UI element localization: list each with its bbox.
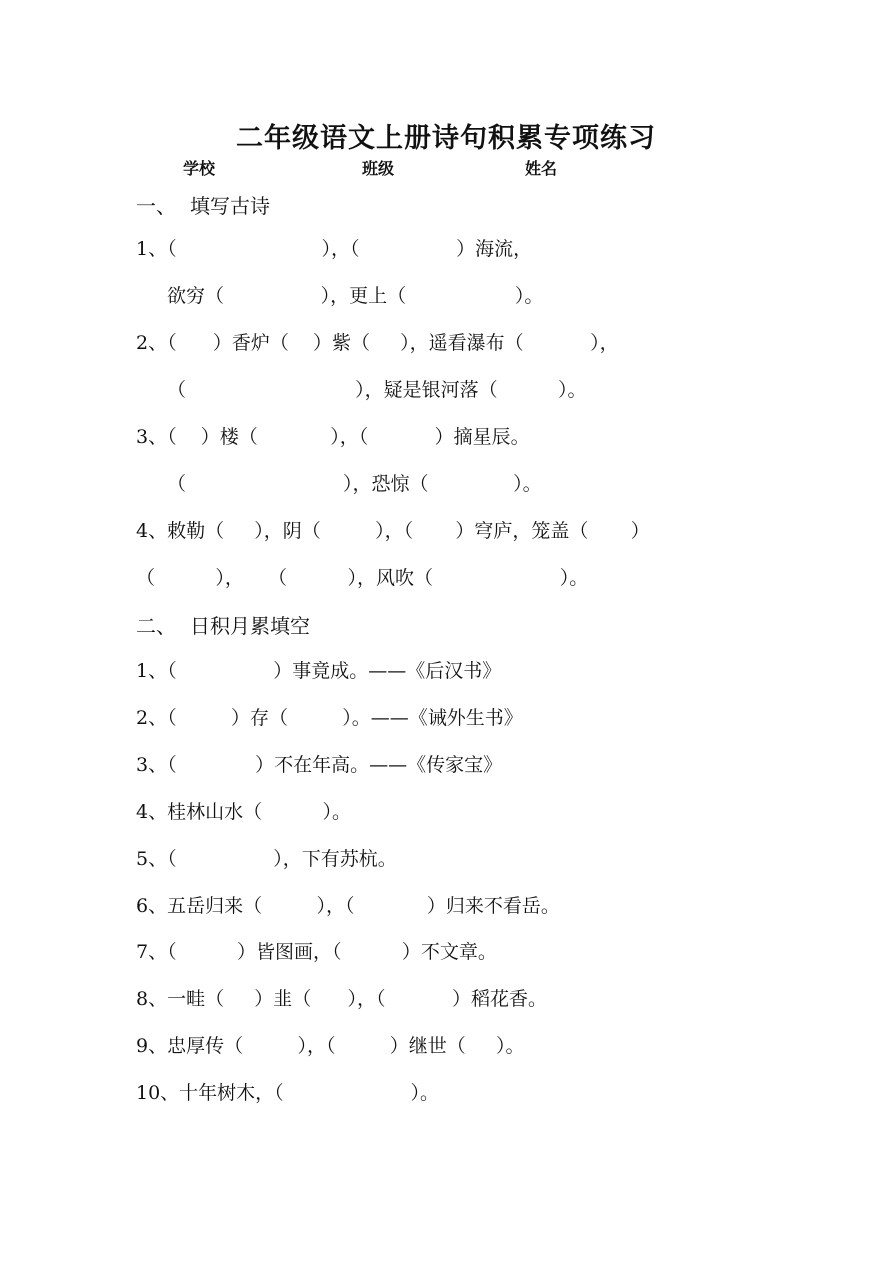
section-label: 填写古诗	[190, 194, 270, 218]
poem-line-2: 欲穷（ ），更上（ ）。	[167, 285, 544, 307]
section-heading-2	[136, 610, 310, 639]
fill-item-6: 6、五岳归来（ ），（ ）归来不看岳。	[136, 895, 560, 917]
section-label: 日积月累填空	[190, 614, 310, 638]
poem-line-1: 1、（ ），（ ）海流，	[136, 238, 533, 260]
fill-item-10: 10、十年树木，（ ）。	[136, 1082, 440, 1104]
poem-line-7: 4、敕勒（ ），阴（ ），（ ）穹庐，笼盖（ ）	[136, 520, 650, 542]
fill-item-7: 7、（ ）皆图画，（ ）不文章。	[136, 941, 497, 963]
name-label: 姓名	[525, 159, 558, 178]
class-label: 班级	[362, 159, 395, 178]
page-title: 二年级语文上册诗句积累专项练习	[236, 123, 656, 154]
fill-item-2: 2、（ ）存（ ）。——《诫外生书》	[136, 707, 523, 729]
fill-item-5: 5、（ ），下有苏杭。	[136, 848, 397, 870]
fill-item-3: 3、（ ）不在年高。——《传家宝》	[136, 754, 503, 776]
section-heading-1	[136, 190, 270, 219]
fill-item-4: 4、桂林山水（ ）。	[136, 801, 351, 823]
poem-line-4: （ ），疑是银河落（ ）。	[167, 379, 587, 401]
poem-line-5: 3、（ ）楼（ ），（ ）摘星辰。	[136, 426, 530, 448]
poem-line-8: （ ）， （ ），风吹（ ）。	[136, 567, 589, 589]
fill-item-8: 8、一畦（ ）韭（ ），（ ）稻花香。	[136, 988, 547, 1010]
poem-line-3: 2、（ ）香炉（ ）紫（ ），遥看瀑布（ ），	[136, 332, 619, 354]
section-number: 二、	[136, 614, 176, 638]
fill-item-9: 9、忠厚传（ ），（ ）继世（ ）。	[136, 1035, 525, 1057]
section-number: 一、	[136, 194, 176, 218]
school-label: 学校	[183, 159, 216, 178]
fill-item-1: 1、（ ）事竟成。——《后汉书》	[136, 660, 502, 682]
poem-line-6: （ ），恐惊（ ）。	[167, 473, 542, 495]
